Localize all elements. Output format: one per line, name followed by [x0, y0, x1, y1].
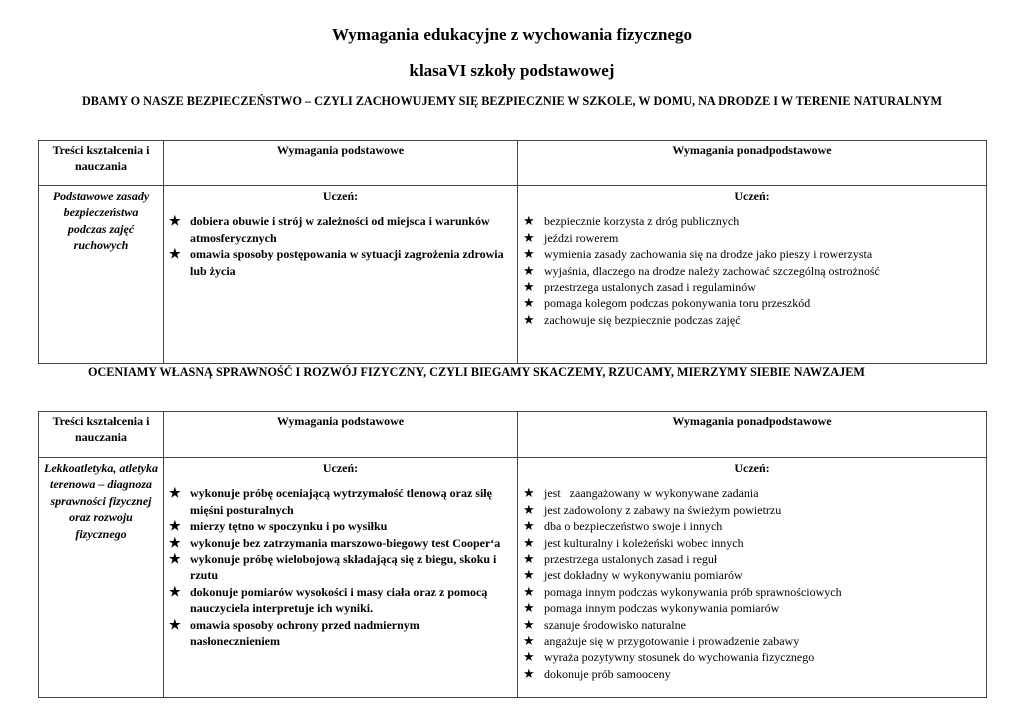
star-icon: ★	[523, 649, 535, 665]
list-item	[169, 617, 512, 650]
header-advanced: Wymagania ponadpodstawowe	[518, 141, 987, 186]
star-icon: ★	[169, 616, 181, 632]
list-item-text: wyraża pozytywny stosunek do wychowania fizycznego	[544, 650, 815, 665]
uczen-label: Uczeń:	[322, 189, 359, 203]
list-item	[523, 600, 981, 616]
star-icon: ★	[523, 518, 535, 534]
star-icon: ★	[523, 551, 535, 567]
list-item-text: wykonuje próbę wielobojową składającą się z biegu, skoku i rzutu	[190, 552, 500, 583]
list-item-text: wykonuje próbę oceniającą wytrzymałość tlenową oraz siłę mięśni posturalnych	[190, 486, 495, 517]
list-item	[169, 485, 512, 518]
star-icon: ★	[169, 246, 181, 262]
star-icon: ★	[523, 213, 535, 229]
uczen-label: Uczeń:	[734, 189, 770, 203]
star-icon: ★	[169, 518, 181, 534]
list-item	[523, 649, 981, 665]
requirements-table-fitness	[38, 411, 987, 698]
list-item	[169, 246, 512, 279]
topic-cell: Lekkoatletyka, atletyka terenowa – diagnoza sprawności fizycznej oraz rozwoju fizycznego	[39, 458, 164, 698]
section1-heading: DBAMY O NASZE BEZPIECZEŃSTWO – CZYLI ZACHOWUJEMY SIĘ BEZPIECZNIE W SZKOLE, W DOMU, NA DRODZE I W TERENIE NATURALNYM	[81, 94, 943, 108]
star-icon: ★	[523, 665, 535, 681]
list-item-text: jest dokładny w wykonywaniu pomiarów	[544, 568, 743, 583]
header-topic: Treści kształcenia i nauczania	[39, 412, 164, 458]
list-item-text: pomaga innym podczas wykonywania pomiarów	[544, 601, 780, 616]
header-topic: Treści kształcenia i nauczania	[39, 141, 164, 186]
list-item	[523, 617, 981, 633]
list-item-text: pomaga innym podczas wykonywania prób sprawnościowych	[544, 584, 842, 599]
uczen-label: Uczeń:	[322, 461, 359, 475]
advanced-requirements-cell	[518, 186, 987, 364]
star-icon: ★	[523, 583, 535, 599]
list-item-text: bezpiecznie korzysta z dróg publicznych	[544, 214, 740, 229]
list-item	[169, 213, 512, 246]
star-icon: ★	[523, 534, 535, 550]
star-icon: ★	[523, 262, 535, 278]
list-item	[523, 551, 981, 567]
list-item	[523, 567, 981, 583]
list-item	[523, 263, 981, 279]
list-item-text: omawia sposoby postępowania w sytuacji zagrożenia zdrowia lub życia	[190, 247, 507, 278]
list-item	[523, 666, 981, 682]
star-icon: ★	[523, 633, 535, 649]
list-item	[169, 584, 512, 617]
star-icon: ★	[169, 551, 181, 567]
list-item-text: jeździ rowerem	[544, 230, 619, 245]
list-item	[169, 518, 512, 534]
star-icon: ★	[523, 501, 535, 517]
basic-requirements-list	[169, 485, 512, 649]
star-icon: ★	[169, 583, 181, 599]
star-icon: ★	[523, 279, 535, 295]
list-item-text: pomaga kolegom podczas pokonywania toru przeszkód	[544, 296, 811, 311]
list-item-text: dobiera obuwie i strój w zależności od miejsca i warunków atmosferycznych	[190, 214, 493, 245]
list-item-text: jest zadowolony z zabawy na świeżym powietrzu	[544, 502, 782, 517]
advanced-requirements-list	[523, 485, 981, 682]
list-item-text: dba o bezpieczeństwo swoje i innych	[544, 519, 723, 534]
list-item-text: omawia sposoby ochrony przed nadmiernym nasłonecznieniem	[190, 617, 423, 649]
star-icon: ★	[169, 534, 181, 550]
list-item-text: przestrzega ustalonych zasad i regulaminów	[544, 280, 756, 295]
topic-cell: Podstawowe zasady bezpieczeństwa podczas zajęć ruchowych	[39, 186, 164, 364]
page-title: Wymagania edukacyjne z wychowania fizycznego	[331, 25, 693, 44]
list-item	[169, 551, 512, 584]
uczen-label: Uczeń:	[734, 461, 770, 475]
header-basic: Wymagania podstawowe	[164, 141, 518, 186]
basic-requirements-list	[169, 213, 512, 279]
list-item	[523, 584, 981, 600]
list-item	[523, 279, 981, 295]
star-icon: ★	[523, 567, 535, 583]
list-item-text: wykonuje bez zatrzymania marszowo-biegowy test Cooper‘a	[190, 535, 501, 550]
star-icon: ★	[523, 616, 535, 632]
basic-requirements-cell	[164, 458, 518, 698]
list-item	[523, 230, 981, 246]
table-header-row	[39, 141, 987, 186]
advanced-requirements-list	[523, 213, 981, 328]
list-item-text: angażuje się w przygotowanie i prowadzenie zabawy	[544, 634, 800, 649]
advanced-requirements-cell	[518, 458, 987, 698]
list-item-text: dokonuje prób samooceny	[544, 666, 671, 681]
section2-heading: OCENIAMY WŁASNĄ SPRAWNOŚĆ I ROZWÓJ FIZYCZNY, CZYLI BIEGAMY SKACZEMY, RZUCAMY, MIERZYMY SIEBIE NAWZAJEM	[88, 365, 865, 379]
list-item-text: jest kulturalny i koleżeński wobec innych	[544, 535, 744, 550]
star-icon: ★	[169, 485, 181, 501]
list-item-text: przestrzega ustalonych zasad i reguł	[544, 552, 718, 567]
list-item-text: zachowuje się bezpiecznie podczas zajęć	[544, 312, 741, 327]
table-row	[39, 186, 987, 364]
list-item-text: wymienia zasady zachowania się na drodze jako pieszy i rowerzysta	[544, 247, 873, 262]
star-icon: ★	[169, 213, 181, 229]
list-item	[169, 535, 512, 551]
list-item	[523, 213, 981, 229]
list-item	[523, 633, 981, 649]
table-row	[39, 458, 987, 698]
list-item	[523, 295, 981, 311]
table-header-row	[39, 412, 987, 458]
requirements-table-safety	[38, 140, 987, 364]
star-icon: ★	[523, 485, 535, 501]
page-subtitle: klasaVI szkoły podstawowej	[409, 61, 615, 80]
star-icon: ★	[523, 229, 535, 245]
header-basic: Wymagania podstawowe	[164, 412, 518, 458]
list-item	[523, 518, 981, 534]
list-item	[523, 535, 981, 551]
list-item-text: jest zaangażowany w wykonywane zadania	[544, 486, 759, 501]
star-icon: ★	[523, 295, 535, 311]
list-item	[523, 246, 981, 262]
star-icon: ★	[523, 311, 535, 327]
star-icon: ★	[523, 246, 535, 262]
list-item	[523, 502, 981, 518]
header-advanced: Wymagania ponadpodstawowe	[518, 412, 987, 458]
list-item-text: szanuje środowisko naturalne	[544, 617, 686, 632]
list-item-text: mierzy tętno w spoczynku i po wysiłku	[190, 519, 388, 534]
basic-requirements-cell	[164, 186, 518, 364]
list-item-text: dokonuje pomiarów wysokości i masy ciała oraz z pomocą nauczyciela interpretuje ich wyniki.	[190, 584, 491, 616]
star-icon: ★	[523, 600, 535, 616]
list-item	[523, 312, 981, 328]
list-item-text: wyjaśnia, dlaczego na drodze należy zachować szczególną ostrożność	[544, 263, 880, 278]
list-item	[523, 485, 981, 501]
